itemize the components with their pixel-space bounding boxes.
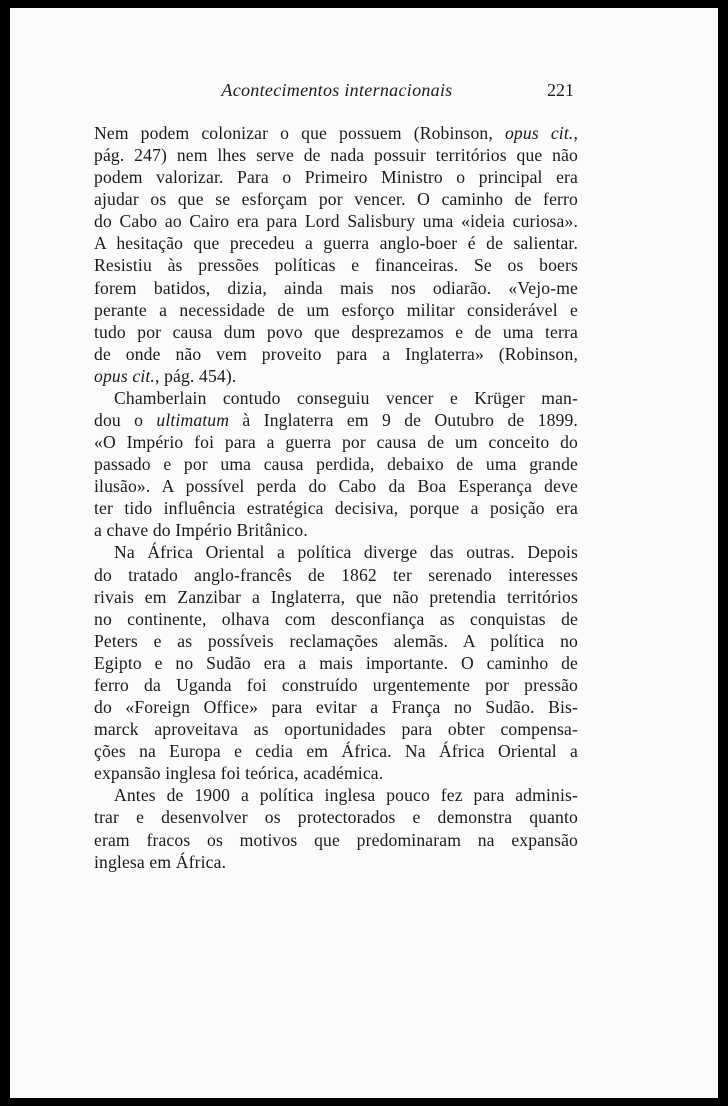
text-run: tudo por causa dum povo que desprezamos e de uma terra	[94, 321, 578, 342]
text-run: inglesa em África.	[94, 851, 227, 872]
text-line	[94, 806, 578, 828]
text-run: Resistiu às pressões políticas e financeiras. Se os boers	[94, 255, 578, 276]
text-line	[94, 277, 578, 299]
text-run: no continente, olhava com desconfiança as conquistas de	[94, 608, 578, 629]
text-run: , pág. 454).	[154, 365, 237, 386]
paragraph	[94, 387, 578, 542]
book-page	[10, 8, 718, 1098]
text-line	[94, 586, 578, 608]
text-line	[94, 343, 578, 365]
running-header	[92, 70, 582, 110]
text-line	[94, 166, 578, 188]
italic-text: opus cit.	[94, 365, 155, 386]
text-run: ilusão». A possível perda do Cabo da Boa Esperança deve	[94, 476, 578, 497]
text-run: do «Foreign Office» para evitar a França no Sudão. Bis-	[94, 697, 578, 718]
text-run: Nem podem colonizar o que possuem (Robinson,	[94, 123, 505, 143]
text-run: do tratado anglo-francês de 1862 ter serenado interesses	[94, 564, 578, 585]
text-run: de onde não vem proveito para a Inglaterra» (Robinson,	[94, 343, 578, 364]
text-line	[94, 321, 578, 343]
text-run: «O Império foi para a guerra por causa de um conceito do	[94, 432, 578, 453]
text-run: ,	[573, 123, 578, 143]
text-line	[94, 784, 578, 806]
text-line	[94, 497, 578, 519]
text-line	[94, 365, 578, 387]
text-line	[94, 453, 578, 475]
text-line	[94, 652, 578, 674]
text-run: do Cabo ao Cairo era para Lord Salisbury uma «ideia curiosa».	[94, 211, 578, 232]
text-line	[94, 519, 578, 541]
text-line	[94, 299, 578, 321]
italic-text: ultimatum	[156, 410, 230, 431]
text-line	[94, 475, 578, 497]
text-run: ções na Europa e cedia em África. Na África Oriental a	[94, 741, 578, 762]
text-run: Peters e as possíveis reclamações alemãs. A política no	[94, 630, 578, 651]
paragraph	[94, 541, 578, 784]
text-run: dou o	[94, 410, 157, 431]
text-line	[94, 232, 578, 254]
text-line	[94, 740, 578, 762]
running-title: Acontecimentos internacionais	[221, 80, 453, 100]
text-line	[94, 210, 578, 232]
text-run: ferro da Uganda foi construído urgentemente por pressão	[94, 674, 578, 695]
text-line	[94, 608, 578, 630]
text-line	[94, 630, 578, 652]
text-run: marck aproveitava as oportunidades para obter compensa-	[94, 719, 578, 740]
text-line	[94, 387, 578, 409]
text-line	[94, 541, 578, 563]
text-line	[94, 564, 578, 586]
text-line	[94, 851, 578, 873]
body-text	[94, 122, 578, 873]
text-line	[94, 144, 578, 166]
text-run: pág. 247) nem lhes serve de nada possuir territórios que não	[94, 145, 578, 166]
text-run: Egipto e no Sudão era a mais importante. O caminho de	[94, 652, 578, 673]
text-line	[94, 829, 578, 851]
text-run: expansão inglesa foi teórica, académica.	[94, 763, 384, 784]
text-line	[94, 409, 578, 431]
paragraph	[94, 784, 578, 872]
text-line	[94, 718, 578, 740]
text-run: Antes de 1900 a política inglesa pouco fez para adminis-	[114, 785, 578, 806]
text-run: passado e por uma causa perdida, debaixo de uma grande	[94, 454, 578, 475]
text-run: eram fracos os motivos que predominaram na expansão	[94, 829, 578, 850]
paragraph	[94, 122, 578, 387]
page-number: 221	[547, 80, 574, 100]
text-run: rivais em Zanzibar a Inglaterra, que não pretendia territórios	[94, 586, 578, 607]
text-run: a chave do Império Britânico.	[94, 520, 308, 541]
text-line	[94, 674, 578, 696]
text-run: à Inglaterra em 9 de Outubro de 1899.	[229, 410, 578, 431]
text-line	[94, 122, 578, 144]
text-line	[94, 696, 578, 718]
text-run: Chamberlain contudo conseguiu vencer e Krüger man-	[114, 387, 578, 408]
text-line	[94, 254, 578, 276]
text-run: perante a necessidade de um esforço militar considerável e	[94, 299, 578, 320]
text-run: ter tido influência estratégica decisiva, porque a posição era	[94, 498, 578, 519]
italic-text: opus cit.	[504, 123, 574, 143]
text-line	[94, 431, 578, 453]
text-line	[94, 762, 578, 784]
text-line	[94, 188, 578, 210]
text-run: forem batidos, dizia, ainda mais nos odiarão. «Vejo-me	[94, 277, 578, 298]
text-run: trar e desenvolver os protectorados e demonstra quanto	[94, 807, 578, 828]
text-run: A hesitação que precedeu a guerra anglo-boer é de salientar.	[94, 233, 578, 254]
text-run: Na África Oriental a política diverge das outras. Depois	[114, 542, 578, 563]
text-run: ajudar os que se esforçam por vencer. O caminho de ferro	[94, 189, 578, 210]
text-run: podem valorizar. Para o Primeiro Ministro o principal era	[94, 167, 578, 188]
